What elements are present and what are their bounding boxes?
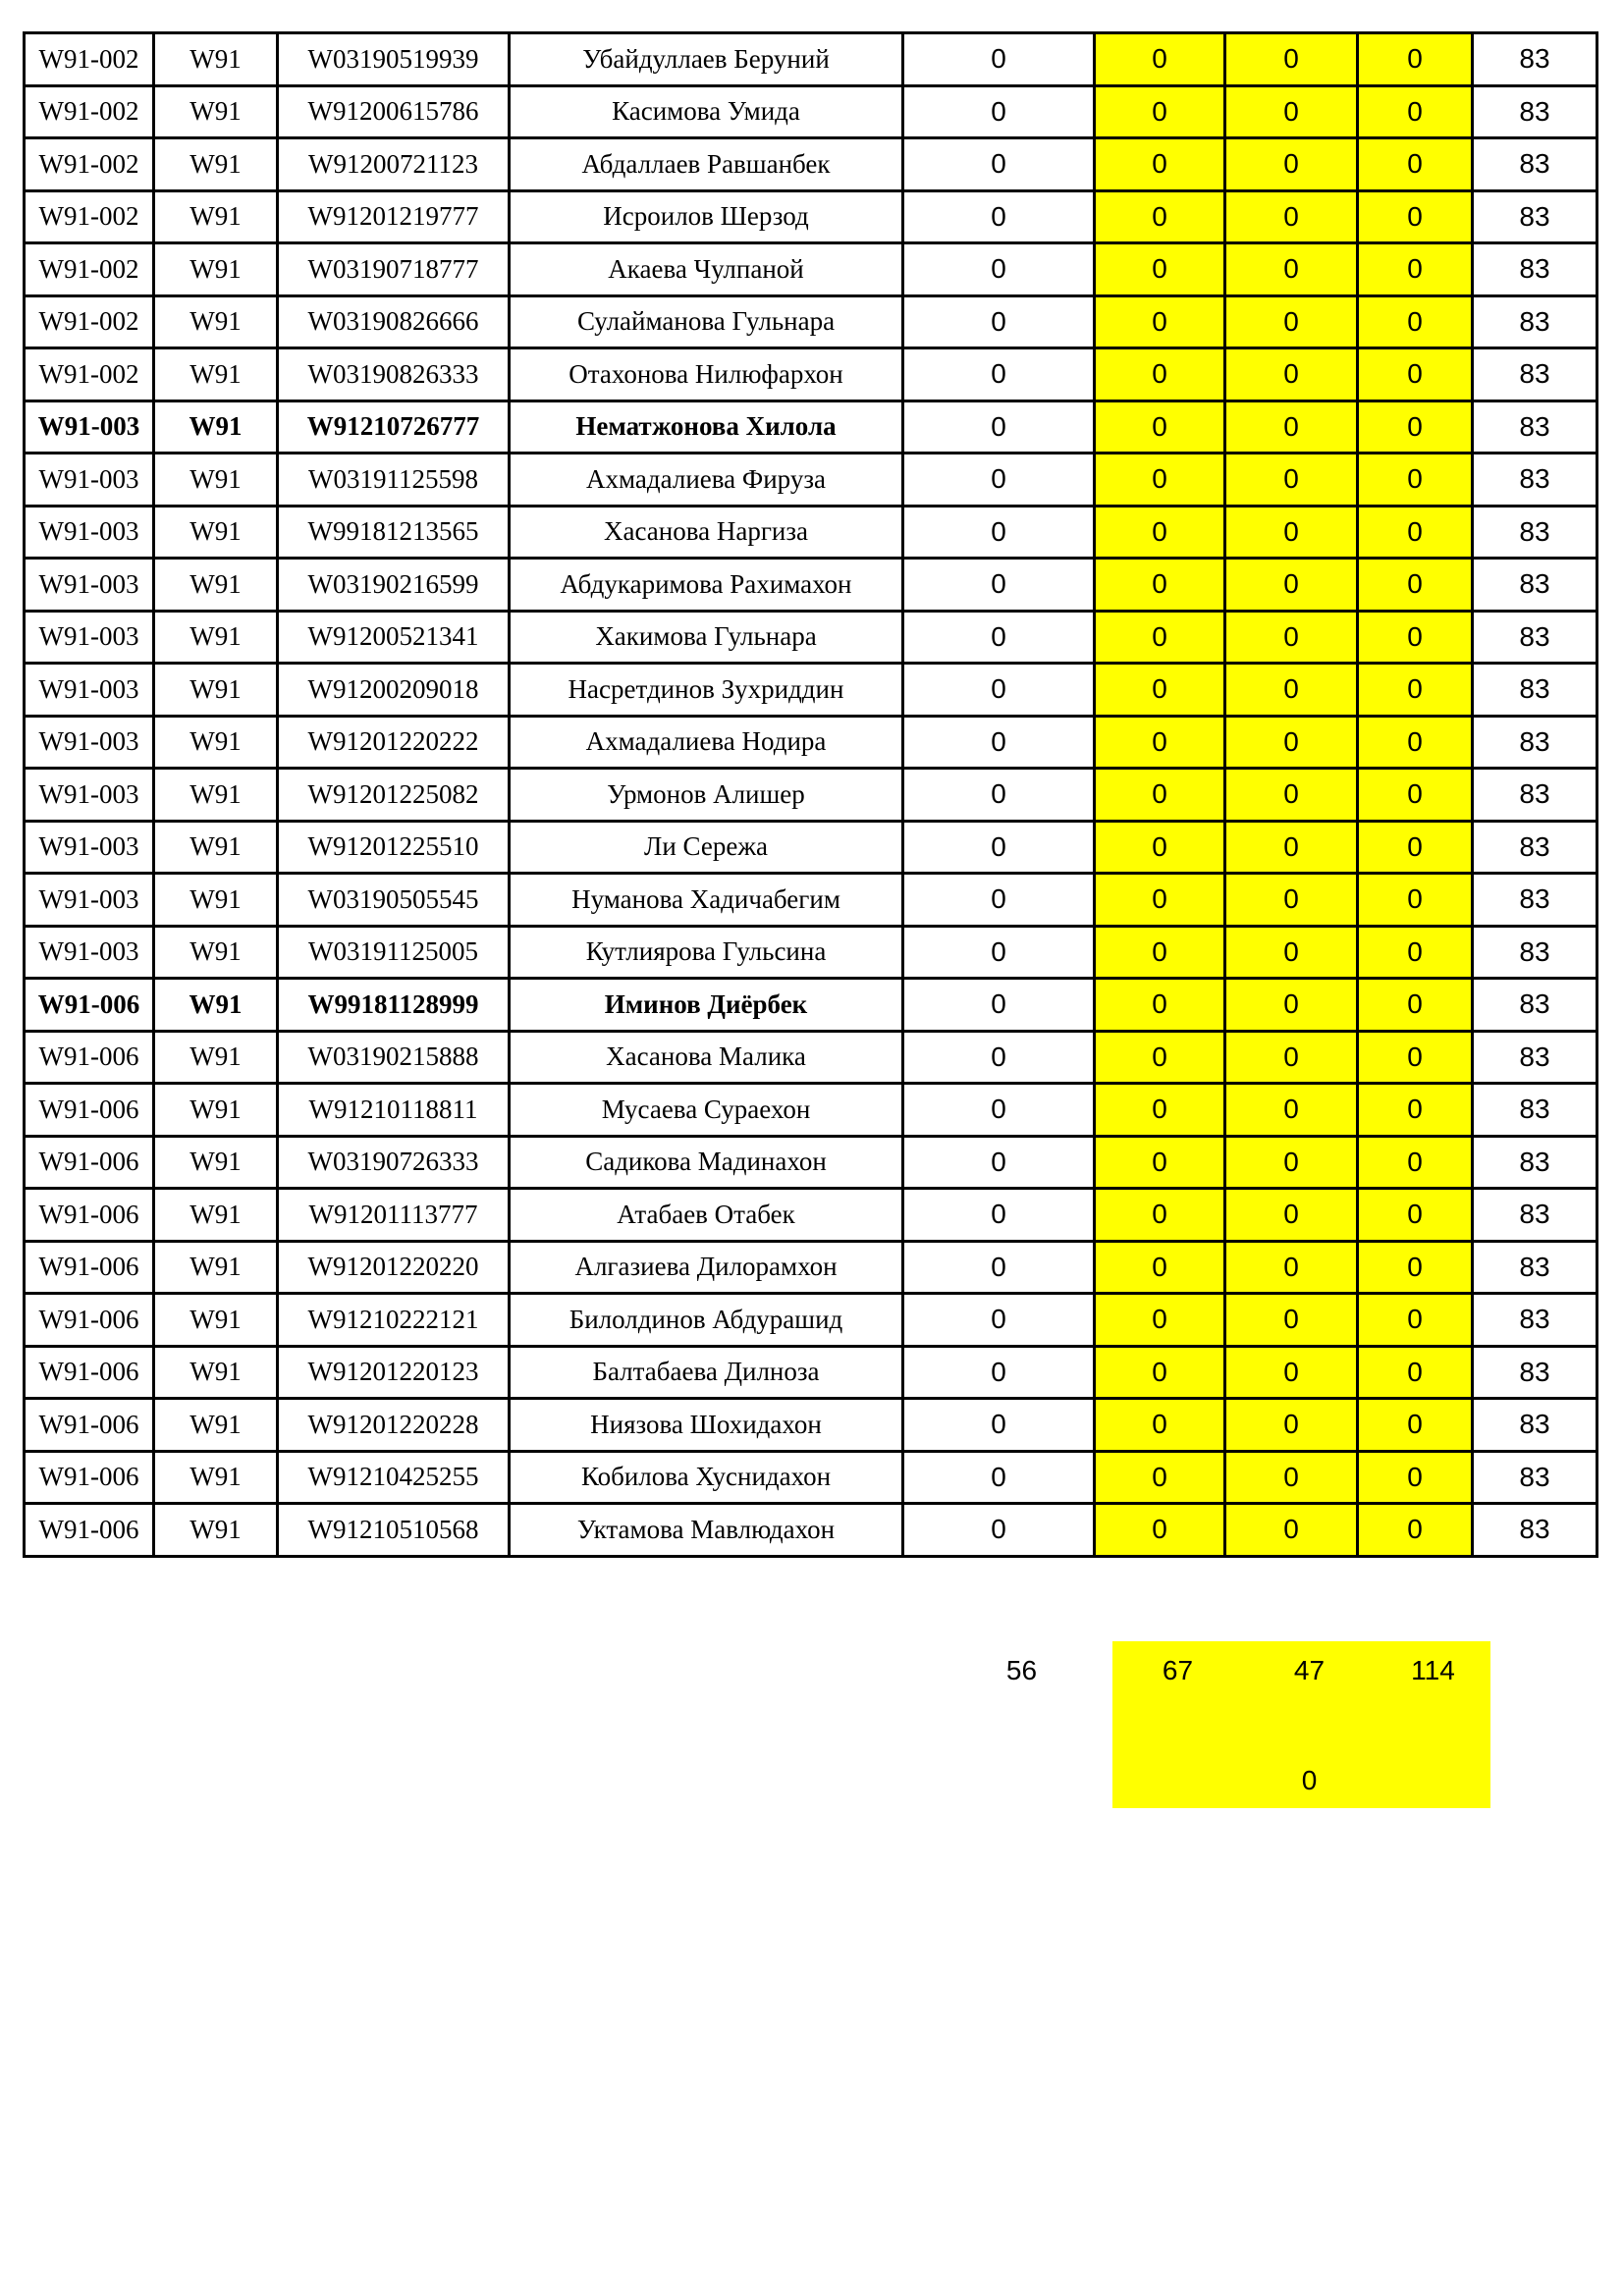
cell-code: W91 [154,559,278,612]
cell-col-9: 83 [1473,611,1597,664]
cell-col-6: 0 [1095,1399,1225,1452]
cell-id: W03190826666 [278,295,510,348]
cell-col-6: 0 [1095,400,1225,454]
cell-group: W91-002 [25,243,154,296]
cell-group: W91-003 [25,821,154,874]
table-row [25,611,1597,664]
cell-col-9: 83 [1473,138,1597,191]
cell-code: W91 [154,1031,278,1084]
cell-name: Касимова Умида [510,85,903,138]
total-extra-value: 0 [1301,1765,1318,1795]
cell-name: Иминов Диёрбек [510,979,903,1032]
table-row [25,769,1597,822]
cell-code: W91 [154,979,278,1032]
cell-col-7: 0 [1225,611,1358,664]
cell-col-9: 83 [1473,1451,1597,1504]
cell-col-6: 0 [1095,1084,1225,1137]
cell-name: Убайдуллаев Беруний [510,33,903,86]
cell-col-7: 0 [1225,1504,1358,1557]
cell-name: Алгазиева Дилорамхон [510,1241,903,1294]
table-row [25,243,1597,296]
cell-group: W91-003 [25,559,154,612]
cell-id: W03190216599 [278,559,510,612]
cell-col-9: 83 [1473,1031,1597,1084]
cell-group: W91-003 [25,611,154,664]
cell-col-8: 0 [1358,769,1473,822]
cell-col-5: 0 [903,1241,1095,1294]
cell-col-6: 0 [1095,1294,1225,1347]
cell-name: Мусаева Сураехон [510,1084,903,1137]
cell-col-9: 83 [1473,716,1597,769]
cell-col-9: 83 [1473,1294,1597,1347]
cell-col-7: 0 [1225,1136,1358,1189]
cell-col-5: 0 [903,664,1095,717]
data-table [23,31,1598,1558]
cell-col-7: 0 [1225,348,1358,401]
cell-group: W91-006 [25,1084,154,1137]
cell-col-7: 0 [1225,821,1358,874]
table-row [25,190,1597,243]
cell-code: W91 [154,874,278,927]
cell-code: W91 [154,716,278,769]
cell-group: W91-003 [25,400,154,454]
cell-col-9: 83 [1473,295,1597,348]
cell-col-9: 83 [1473,506,1597,559]
cell-col-6: 0 [1095,611,1225,664]
cell-code: W91 [154,454,278,507]
cell-col-7: 0 [1225,1241,1358,1294]
cell-col-9: 83 [1473,559,1597,612]
cell-id: W99181128999 [278,979,510,1032]
cell-col-8: 0 [1358,1399,1473,1452]
cell-code: W91 [154,1451,278,1504]
table-row [25,1399,1597,1452]
table-row [25,979,1597,1032]
cell-col-8: 0 [1358,33,1473,86]
cell-id: W03190726333 [278,1136,510,1189]
cell-col-9: 83 [1473,821,1597,874]
cell-col-7: 0 [1225,1084,1358,1137]
cell-name: Кутлиярова Гульсина [510,926,903,979]
cell-col-7: 0 [1225,769,1358,822]
cell-col-6: 0 [1095,559,1225,612]
cell-col-9: 83 [1473,664,1597,717]
cell-code: W91 [154,1504,278,1557]
cell-code: W91 [154,33,278,86]
cell-col-7: 0 [1225,33,1358,86]
cell-name: Садикова Мадинахон [510,1136,903,1189]
cell-col-7: 0 [1225,979,1358,1032]
cell-code: W91 [154,926,278,979]
cell-col-8: 0 [1358,559,1473,612]
cell-col-7: 0 [1225,664,1358,717]
table-row [25,1084,1597,1137]
table-row [25,295,1597,348]
cell-col-5: 0 [903,979,1095,1032]
cell-col-8: 0 [1358,190,1473,243]
cell-id: W03190505545 [278,874,510,927]
cell-col-8: 0 [1358,1084,1473,1137]
cell-col-5: 0 [903,1031,1095,1084]
cell-name: Ахмадалиева Фируза [510,454,903,507]
cell-col-8: 0 [1358,1346,1473,1399]
cell-group: W91-002 [25,138,154,191]
cell-group: W91-003 [25,664,154,717]
cell-id: W91210222121 [278,1294,510,1347]
cell-col-5: 0 [903,348,1095,401]
cell-col-5: 0 [903,559,1095,612]
cell-group: W91-006 [25,1294,154,1347]
table-row [25,1504,1597,1557]
cell-col-6: 0 [1095,243,1225,296]
cell-col-7: 0 [1225,138,1358,191]
cell-col-8: 0 [1358,926,1473,979]
cell-col-6: 0 [1095,664,1225,717]
table-row [25,1346,1597,1399]
cell-col-8: 0 [1358,85,1473,138]
cell-col-9: 83 [1473,1399,1597,1452]
cell-id: W91201220222 [278,716,510,769]
cell-col-9: 83 [1473,1504,1597,1557]
cell-code: W91 [154,1189,278,1242]
cell-id: W91201225082 [278,769,510,822]
cell-col-5: 0 [903,1294,1095,1347]
cell-name: Хасанова Малика [510,1031,903,1084]
cell-col-5: 0 [903,1399,1095,1452]
cell-group: W91-006 [25,1399,154,1452]
cell-col-6: 0 [1095,716,1225,769]
cell-col-8: 0 [1358,138,1473,191]
cell-name: Балтабаева Дилноза [510,1346,903,1399]
cell-id: W91200209018 [278,664,510,717]
table-row [25,664,1597,717]
cell-col-8: 0 [1358,821,1473,874]
cell-col-6: 0 [1095,295,1225,348]
cell-col-6: 0 [1095,190,1225,243]
cell-id: W91201220228 [278,1399,510,1452]
cell-col-6: 0 [1095,1451,1225,1504]
cell-group: W91-003 [25,926,154,979]
cell-name: Хасанова Наргиза [510,506,903,559]
cell-col-8: 0 [1358,400,1473,454]
cell-group: W91-003 [25,716,154,769]
cell-col-5: 0 [903,506,1095,559]
cell-col-5: 0 [903,1504,1095,1557]
table-row [25,85,1597,138]
cell-col-9: 83 [1473,400,1597,454]
cell-name: Кобилова Хуснидахон [510,1451,903,1504]
cell-col-9: 83 [1473,85,1597,138]
cell-id: W91210425255 [278,1451,510,1504]
cell-col-6: 0 [1095,1031,1225,1084]
cell-col-9: 83 [1473,1084,1597,1137]
cell-col-6: 0 [1095,1189,1225,1242]
total-col-6: 67 [1162,1655,1194,1685]
cell-col-5: 0 [903,190,1095,243]
cell-code: W91 [154,1136,278,1189]
cell-name: Сулайманова Гульнара [510,295,903,348]
cell-col-8: 0 [1358,1504,1473,1557]
cell-col-5: 0 [903,138,1095,191]
cell-col-5: 0 [903,454,1095,507]
cell-name: Нематжонова Хилола [510,400,903,454]
cell-id: W91200721123 [278,138,510,191]
table-row [25,400,1597,454]
cell-group: W91-006 [25,1241,154,1294]
cell-col-6: 0 [1095,1346,1225,1399]
cell-name: Исроилов Шерзод [510,190,903,243]
cell-name: Урмонов Алишер [510,769,903,822]
cell-group: W91-006 [25,1031,154,1084]
cell-group: W91-003 [25,874,154,927]
cell-col-7: 0 [1225,1399,1358,1452]
cell-col-9: 83 [1473,874,1597,927]
cell-col-8: 0 [1358,1136,1473,1189]
cell-col-8: 0 [1358,1294,1473,1347]
cell-col-9: 83 [1473,926,1597,979]
cell-col-6: 0 [1095,769,1225,822]
cell-group: W91-002 [25,85,154,138]
cell-col-7: 0 [1225,295,1358,348]
cell-col-6: 0 [1095,348,1225,401]
cell-col-5: 0 [903,243,1095,296]
cell-id: W91200521341 [278,611,510,664]
cell-col-6: 0 [1095,979,1225,1032]
cell-id: W91201113777 [278,1189,510,1242]
cell-name: Нуманова Хадичабегим [510,874,903,927]
cell-col-9: 83 [1473,33,1597,86]
cell-code: W91 [154,611,278,664]
cell-col-7: 0 [1225,1294,1358,1347]
cell-name: Отахонова Нилюфархон [510,348,903,401]
cell-code: W91 [154,506,278,559]
cell-col-7: 0 [1225,400,1358,454]
cell-code: W91 [154,821,278,874]
cell-id: W91210118811 [278,1084,510,1137]
cell-col-8: 0 [1358,1031,1473,1084]
table-row [25,1031,1597,1084]
cell-name: Ахмадалиева Нодира [510,716,903,769]
cell-code: W91 [154,664,278,717]
cell-col-7: 0 [1225,1189,1358,1242]
cell-name: Абдаллаев Равшанбек [510,138,903,191]
cell-col-6: 0 [1095,454,1225,507]
cell-id: W03190826333 [278,348,510,401]
cell-code: W91 [154,1399,278,1452]
cell-col-6: 0 [1095,926,1225,979]
cell-col-6: 0 [1095,821,1225,874]
cell-col-8: 0 [1358,243,1473,296]
cell-name: Уктамова Мавлюдахон [510,1504,903,1557]
cell-id: W91201220220 [278,1241,510,1294]
cell-group: W91-003 [25,506,154,559]
cell-col-7: 0 [1225,506,1358,559]
cell-code: W91 [154,1084,278,1137]
cell-code: W91 [154,1241,278,1294]
cell-col-9: 83 [1473,190,1597,243]
table-row [25,1451,1597,1504]
cell-group: W91-006 [25,1136,154,1189]
cell-col-5: 0 [903,33,1095,86]
table-row [25,348,1597,401]
table-row [25,716,1597,769]
cell-col-8: 0 [1358,295,1473,348]
table-row [25,33,1597,86]
cell-col-7: 0 [1225,926,1358,979]
cell-col-6: 0 [1095,1504,1225,1557]
cell-id: W03191125005 [278,926,510,979]
cell-id: W03191125598 [278,454,510,507]
cell-code: W91 [154,85,278,138]
cell-col-7: 0 [1225,874,1358,927]
cell-group: W91-006 [25,979,154,1032]
cell-id: W03190215888 [278,1031,510,1084]
cell-col-9: 83 [1473,348,1597,401]
cell-code: W91 [154,243,278,296]
cell-col-6: 0 [1095,1241,1225,1294]
cell-col-9: 83 [1473,979,1597,1032]
cell-col-5: 0 [903,85,1095,138]
cell-group: W91-002 [25,295,154,348]
totals-row [23,1641,1596,1808]
cell-col-9: 83 [1473,769,1597,822]
cell-code: W91 [154,1294,278,1347]
cell-group: W91-006 [25,1504,154,1557]
cell-col-6: 0 [1095,33,1225,86]
cell-col-5: 0 [903,295,1095,348]
cell-col-7: 0 [1225,716,1358,769]
total-col-5: 56 [1005,1655,1038,1685]
cell-id: W91210726777 [278,400,510,454]
cell-id: W91201225510 [278,821,510,874]
cell-col-5: 0 [903,400,1095,454]
cell-name: Акаева Чулпаной [510,243,903,296]
cell-col-7: 0 [1225,1451,1358,1504]
cell-code: W91 [154,400,278,454]
cell-group: W91-006 [25,1189,154,1242]
table-row [25,559,1597,612]
table-row [25,506,1597,559]
cell-id: W99181213565 [278,506,510,559]
cell-col-5: 0 [903,874,1095,927]
cell-col-9: 83 [1473,243,1597,296]
cell-col-5: 0 [903,1451,1095,1504]
table-row [25,821,1597,874]
cell-name: Билолдинов Абдурашид [510,1294,903,1347]
cell-col-9: 83 [1473,1189,1597,1242]
table-row [25,1294,1597,1347]
table-row [25,1241,1597,1294]
cell-col-7: 0 [1225,85,1358,138]
cell-col-7: 0 [1225,559,1358,612]
cell-col-6: 0 [1095,138,1225,191]
cell-col-6: 0 [1095,874,1225,927]
cell-col-9: 83 [1473,1241,1597,1294]
cell-id: W91200615786 [278,85,510,138]
table-row [25,454,1597,507]
cell-group: W91-002 [25,190,154,243]
cell-col-5: 0 [903,716,1095,769]
cell-col-8: 0 [1358,611,1473,664]
cell-name: Ли Сережа [510,821,903,874]
total-col-8: 114 [1411,1655,1455,1685]
cell-name: Ниязова Шохидахон [510,1399,903,1452]
cell-col-9: 83 [1473,454,1597,507]
cell-col-7: 0 [1225,454,1358,507]
cell-col-9: 83 [1473,1136,1597,1189]
cell-col-6: 0 [1095,1136,1225,1189]
cell-col-9: 83 [1473,1346,1597,1399]
cell-col-5: 0 [903,769,1095,822]
cell-col-6: 0 [1095,506,1225,559]
cell-name: Насретдинов Зухриддин [510,664,903,717]
cell-code: W91 [154,1346,278,1399]
cell-col-8: 0 [1358,1451,1473,1504]
cell-col-7: 0 [1225,1346,1358,1399]
cell-group: W91-003 [25,454,154,507]
cell-id: W03190519939 [278,33,510,86]
total-col-7: 47 [1293,1655,1326,1685]
cell-name: Атабаев Отабек [510,1189,903,1242]
cell-col-8: 0 [1358,664,1473,717]
cell-name: Хакимова Гульнара [510,611,903,664]
cell-code: W91 [154,348,278,401]
cell-col-8: 0 [1358,348,1473,401]
table-row [25,874,1597,927]
cell-col-5: 0 [903,1084,1095,1137]
cell-code: W91 [154,190,278,243]
cell-col-5: 0 [903,1346,1095,1399]
cell-col-5: 0 [903,611,1095,664]
cell-id: W91201220123 [278,1346,510,1399]
cell-col-7: 0 [1225,243,1358,296]
cell-col-7: 0 [1225,190,1358,243]
cell-col-8: 0 [1358,874,1473,927]
cell-id: W91201219777 [278,190,510,243]
cell-id: W91210510568 [278,1504,510,1557]
cell-id: W03190718777 [278,243,510,296]
cell-col-5: 0 [903,926,1095,979]
cell-col-7: 0 [1225,1031,1358,1084]
cell-code: W91 [154,295,278,348]
cell-col-8: 0 [1358,979,1473,1032]
cell-col-8: 0 [1358,506,1473,559]
cell-col-8: 0 [1358,454,1473,507]
cell-col-8: 0 [1358,1189,1473,1242]
table-row [25,1189,1597,1242]
cell-code: W91 [154,138,278,191]
cell-col-6: 0 [1095,85,1225,138]
cell-col-5: 0 [903,1189,1095,1242]
cell-group: W91-003 [25,769,154,822]
cell-group: W91-006 [25,1451,154,1504]
cell-group: W91-002 [25,33,154,86]
table-row [25,1136,1597,1189]
cell-name: Абдукаримова Рахимахон [510,559,903,612]
cell-group: W91-002 [25,348,154,401]
cell-code: W91 [154,769,278,822]
table-row [25,138,1597,191]
cell-col-8: 0 [1358,1241,1473,1294]
cell-col-5: 0 [903,821,1095,874]
table-row [25,926,1597,979]
cell-col-8: 0 [1358,716,1473,769]
cell-col-5: 0 [903,1136,1095,1189]
cell-group: W91-006 [25,1346,154,1399]
